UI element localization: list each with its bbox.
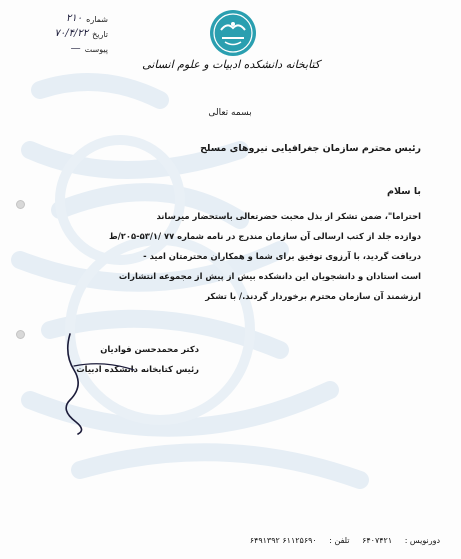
bismillah: بسمه تعالی (208, 108, 252, 118)
institution-name: کتابخانه دانشکده ادبیات و علوم انسانی (142, 58, 320, 71)
meta-date (12, 27, 108, 39)
meta-attachment-label: پیوست (84, 45, 108, 54)
greeting: با سلام (387, 186, 421, 197)
meta-date-label: تاریخ (92, 30, 108, 39)
signature-mark (40, 326, 160, 436)
letter-meta (12, 12, 108, 57)
body-line-1: احتراما"، ضمن تشکر از بذل محبت حضرتعالی باستحضار میرساند (156, 211, 421, 221)
meta-attachment-value: — (70, 43, 81, 54)
punch-hole (16, 330, 25, 339)
footer-contact (100, 536, 440, 545)
body-line-3: دریافت گردید، با آرزوی توفیق برای شما و همکاران محترمتان امید - (143, 251, 421, 261)
phone-label: تلفن : (329, 536, 350, 545)
meta-number-label: شماره (86, 15, 108, 24)
signatory-name: دکتر محمدحسن فوادیان (100, 344, 199, 354)
fax-value: ۶۴۰۷۴۲۱ (362, 536, 393, 545)
fax-label: دورنویس : (404, 536, 440, 545)
recipient-line: رئیس محترم سازمان جغرافیایی نیروهای مسلح (200, 143, 421, 154)
punch-hole (16, 200, 25, 209)
meta-number (12, 12, 108, 24)
body-line-2: دوازده جلد از کتب ارسالی آن سازمان مندرج در نامه شماره ۷۷ /۵۳/۱-۲۰۵/ط (109, 231, 421, 241)
meta-date-value: ۷۰/۴/۲۲ (54, 28, 89, 39)
body-line-4: است استادان و دانشجویان این دانشکده بیش از پیش از مجموعه انتشارات (118, 271, 421, 281)
body-line-5: ارزشمند آن سازمان محترم برخوردار گردند./ با تشکر (205, 291, 421, 301)
meta-number-value: ۲۱۰ (66, 13, 83, 24)
university-logo-icon (208, 8, 258, 58)
phone-value: ۶۱۱۲۵۶۹۰ ۶۴۹۱۳۹۲ (249, 536, 317, 545)
signatory-title: رئیس کتابخانه دانشکده ادبیات (76, 364, 199, 374)
meta-attachment (12, 42, 108, 54)
